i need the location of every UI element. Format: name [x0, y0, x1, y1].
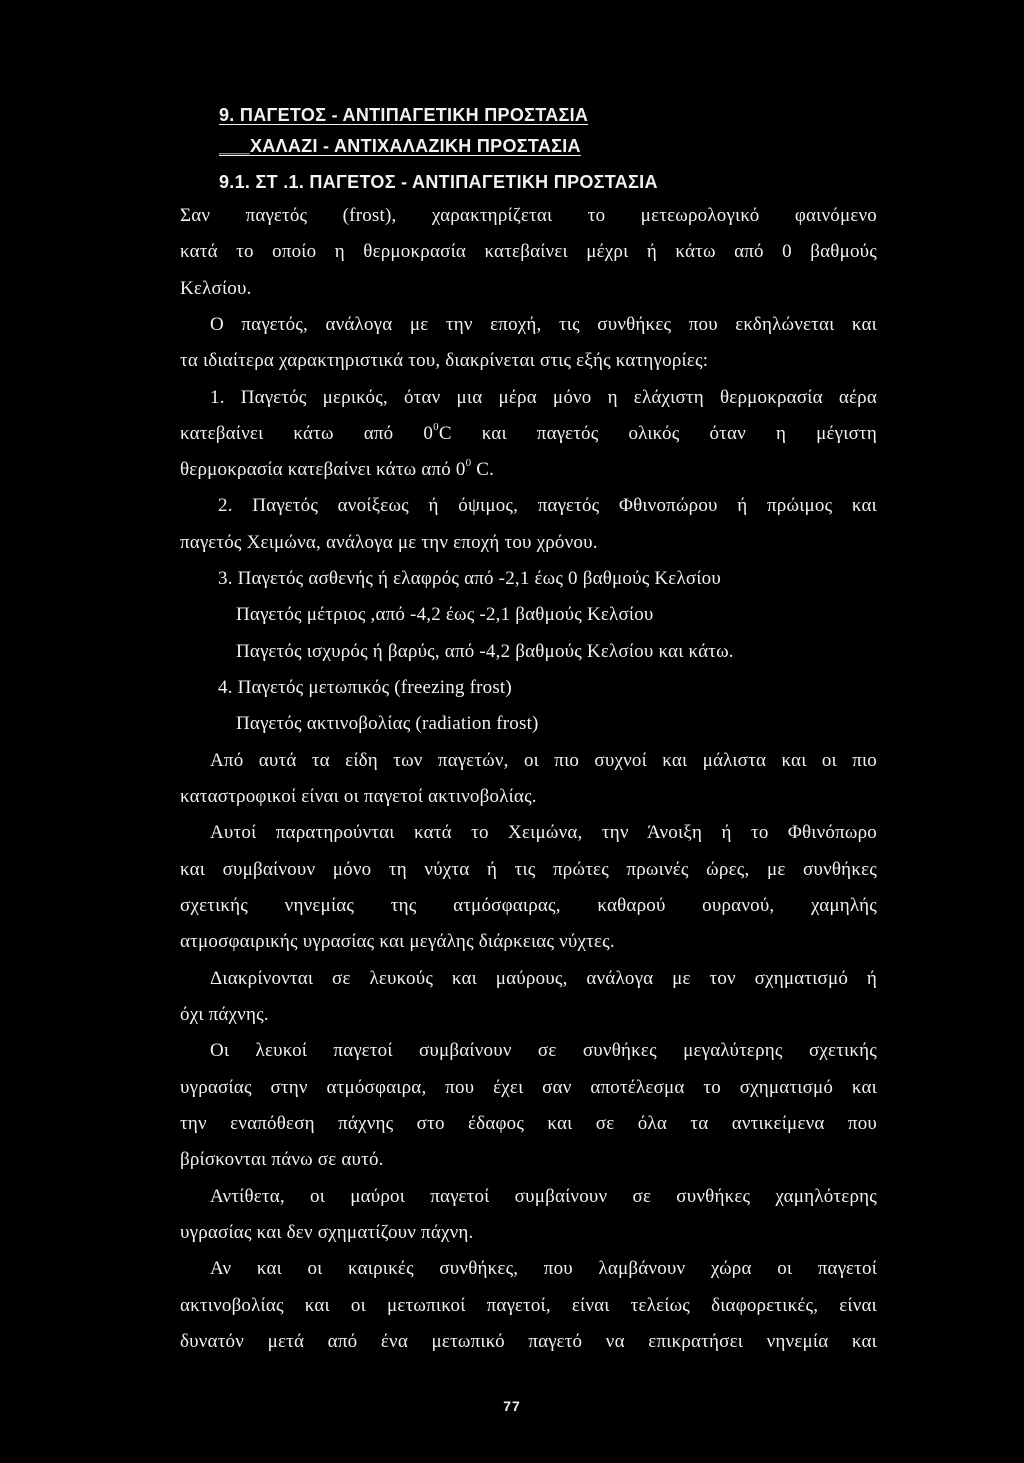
subchapter-heading-label: ΧΑΛΑΖΙ - ΑΝΤΙΧΑΛΑΖΙΚΗ ΠΡΟΣΤΑΣΙΑ	[249, 136, 581, 156]
degree-superscript: 0	[433, 420, 439, 433]
subchapter-heading-text	[219, 136, 581, 156]
paragraph-line: και συμβαίνουν μόνο τη νύχτα ή τις πρώτες πρωινές ώρες, με συνθήκες	[180, 859, 877, 880]
list-item-1-cont	[180, 422, 877, 446]
paragraph-line: την εναπόθεση πάχνης στο έδαφος και σε όλα τα αντικείμενα που	[180, 1113, 877, 1134]
paragraph-line: Ο παγετός, ανάλογα με την εποχή, τις συνθήκες που εκδηλώνεται και	[210, 314, 877, 335]
paragraph-line: Σαν παγετός (frost), χαρακτηρίζεται το μετεωρολογικό φαινόμενο	[180, 205, 877, 226]
paragraph-line: ακτινοβολίας και οι μετωπικοί παγετοί, είναι τελείως διαφορετικές, είναι	[180, 1295, 877, 1316]
list-item-1: 1. Παγετός μερικός, όταν μια μέρα μόνο η ελάχιστη θερμοκρασία αέρα	[210, 387, 877, 408]
text-part: θερμοκρασία κατεβαίνει κάτω από 0	[180, 459, 466, 480]
section-heading: 9.1. ΣΤ .1. ΠΑΓΕΤΟΣ - ΑΝΤΙΠΑΓΕΤΙΚΗ ΠΡΟΣΤΑΣΙΑ	[219, 172, 658, 192]
subchapter-heading	[219, 134, 581, 158]
list-item-2: 2. Παγετός ανοίξεως ή όψιμος, παγετός Φθινοπώρου ή πρώιμος και	[218, 495, 877, 516]
paragraph-line: Αντίθετα, οι μαύροι παγετοί συμβαίνουν σε συνθήκες χαμηλότερης	[210, 1186, 877, 1207]
paragraph-line: Αυτοί παρατηρούνται κατά το Χειμώνα, την Άνοιξη ή το Φθινόπωρο	[210, 822, 877, 843]
paragraph-line: υγρασίας στην ατμόσφαιρα, που έχει σαν αποτέλεσμα το σχηματισμό και	[180, 1077, 877, 1098]
page-number: 77	[503, 1398, 521, 1414]
paragraph-line: Οι λευκοί παγετοί συμβαίνουν σε συνθήκες μεγαλύτερης σχετικής	[210, 1040, 877, 1061]
paragraph-line: Διακρίνονται σε λευκούς και μαύρους, ανάλογα με τον σχηματισμό ή	[210, 968, 877, 989]
paragraph-line: Αν και οι καιρικές συνθήκες, που λαμβάνουν χώρα οι παγετοί	[210, 1258, 877, 1279]
paragraph-line: βρίσκονται πάνω σε αυτό.	[180, 1149, 384, 1170]
paragraph-line: ατμοσφαιρικής υγρασίας και μεγάλης διάρκειας νύχτες.	[180, 931, 615, 952]
text-part: C και παγετός ολικός όταν η μέγιστη	[438, 423, 878, 444]
text-part: C.	[471, 459, 495, 480]
degree-superscript: 0	[465, 456, 472, 469]
paragraph-line: δυνατόν μετά από ένα μετωπικό παγετό να επικρατήσει νηνεμία και	[180, 1331, 877, 1352]
list-item-3: 3. Παγετός ασθενής ή ελαφρός από -2,1 έως 0 βαθμούς Κελσίου	[218, 568, 721, 589]
text-part: κατεβαίνει κάτω από 0	[180, 423, 434, 444]
chapter-heading: 9. ΠΑΓΕΤΟΣ - ΑΝΤΙΠΑΓΕΤΙΚΗ ΠΡΟΣΤΑΣΙΑ	[219, 105, 589, 125]
paragraph-line: κατά το οποίο η θερμοκρασία κατεβαίνει μέχρι ή κάτω από 0 βαθμούς	[180, 241, 877, 262]
list-item-2-cont: παγετός Χειμώνα, ανάλογα με την εποχή του χρόνου.	[180, 532, 598, 553]
paragraph-line: υγρασίας και δεν σχηματίζουν πάχνη.	[180, 1222, 474, 1243]
paragraph-line: όχι πάχνης.	[180, 1004, 269, 1025]
paragraph-line: τα ιδιαίτερα χαρακτηριστικά του, διακρίνεται στις εξής κατηγορίες:	[180, 350, 709, 371]
paragraph-line: Από αυτά τα είδη των παγετών, οι πιο συχνοί και μάλιστα και οι πιο	[210, 750, 877, 771]
list-item-4-sub: Παγετός ακτινοβολίας (radiation frost)	[236, 713, 539, 734]
paragraph-line: Κελσίου.	[180, 278, 252, 299]
list-item-4: 4. Παγετός μετωπικός (freezing frost)	[218, 677, 512, 698]
list-item-3-sub: Παγετός ισχυρός ή βαρύς, από -4,2 βαθμούς Κελσίου και κάτω.	[236, 641, 734, 662]
paragraph-line: καταστροφικοί είναι οι παγετοί ακτινοβολίας.	[180, 786, 537, 807]
list-item-1-cont	[180, 458, 494, 482]
heading-underscore: ___	[219, 136, 250, 156]
list-item-3-sub: Παγετός μέτριος ,από -4,2 έως -2,1 βαθμούς Κελσίου	[236, 604, 654, 625]
paragraph-line: σχετικής νηνεμίας της ατμόσφαιρας, καθαρού ουρανού, χαμηλής	[180, 895, 877, 916]
